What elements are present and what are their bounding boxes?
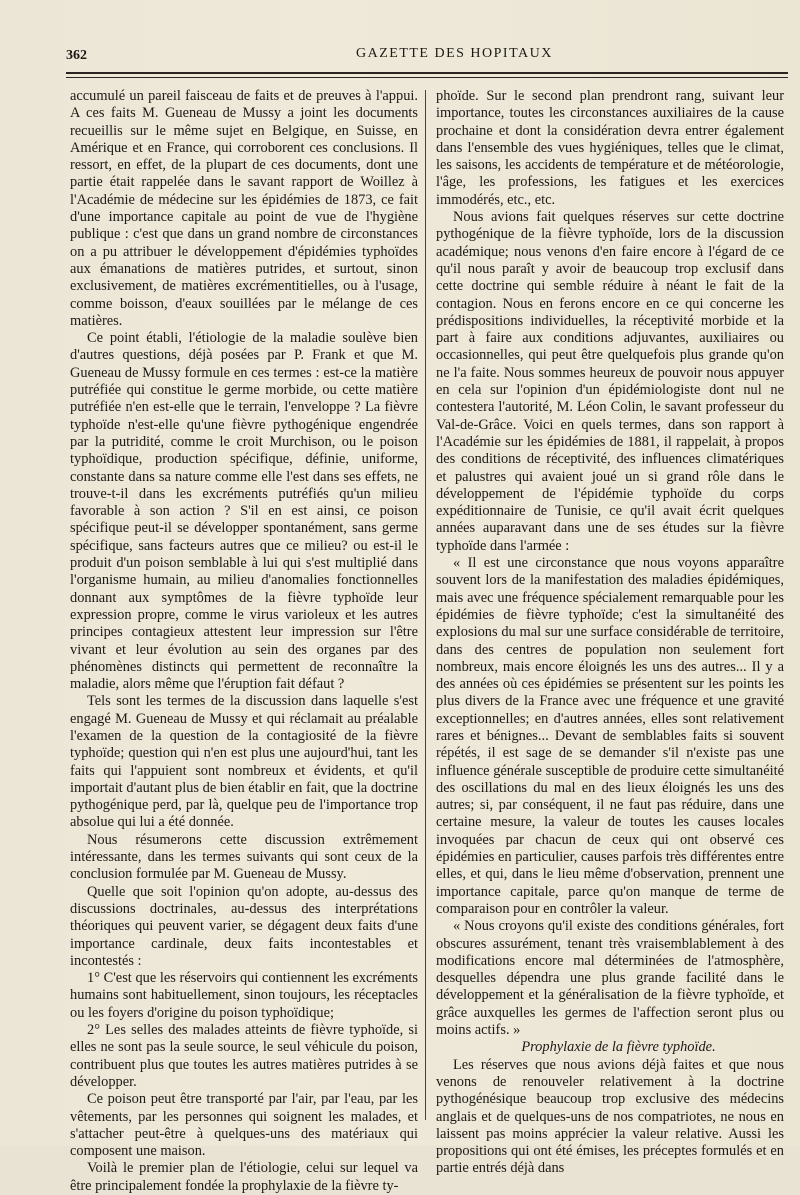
paragraph: accumulé un pareil faisceau de faits et de preuves à l'appui. A ces faits M. Gueneau de Mussy a joint les documents recueillis sur le même sujet en Belgique, en Suisse, en Amérique et en France, qui corroborent ces conclusions. Il ressort, en effet, de la plupart de ces documents, dont une partie était rappelée dans le savant rapport de Woillez à l'Académie de médecine sur les épidémies de 1873, ce fait d'une importance capitale au point de vue de l'hygiène publique : c'est que dans un grand nombre de circonstances on a pu attribuer le développement d'épidémies typhoïdes aux émanations de matières putrides, et surtout, sinon exclusivement, de matières excrémentitielles, ou à l'usage, comme boisson, d'eaux souillées par le mélange de ces matières. <box>70 88 418 329</box>
header-rule-thick <box>66 72 788 74</box>
running-title: GAZETTE DES HOPITAUX <box>356 46 553 61</box>
paragraph: Ce poison peut être transporté par l'air, par l'eau, par les vêtements, par les personnes qui soignent les malades, et s'attacher peut-être à quelques-uns des matériaux qui composent une maison. <box>70 1091 418 1160</box>
paragraph: Nous résumerons cette discussion extrêmement intéressante, dans les termes suivants qui sont ceux de la conclusion formulée par M. Gueneau de Mussy. <box>70 831 418 883</box>
paragraph: Quelle que soit l'opinion qu'on adopte, au-dessus des discussions doctrinales, au-dessus des interprétations théoriques qui peuvent varier, se dégagent deux faits d'une importance cardinale, deux faits incontestables et incontestés : <box>70 883 418 969</box>
list-item: 2° Les selles des malades atteints de fièvre typhoïde, si elles ne sont pas la seule source, le seul véhicule du poison, contribuent plus que toutes les autres matières putrides à se développer. <box>70 1022 418 1090</box>
page-header <box>66 44 788 68</box>
paragraph: Ce point établi, l'étiologie de la maladie soulève bien d'autres questions, déjà posées par P. Frank et que M. Gueneau de Mussy formule en ces termes : est-ce la matière putréfiée qui constitue le germe morbide, ou cette matière putréfiée n'en est-elle que le terrain, l'enveloppe ? La fièvre typhoïde n'est-elle qu'une fièvre pythogénique engendrée par la putridité, comme le croit Murchison, ou le poison typhoïdique, production spécifique, définie, uniforme, constante dans sa nature comme elle l'est dans ses effets, ne trouve-t-il dans les excréments putréfiés qu'un milieu favorable à son action ? S'il en est ainsi, ce poison spécifique peut-il se développer spontanément, sans germe spécifique, sans facteurs autres que ce milieu? ou est-il le produit d'un poison semblable à lui qui s'est multiplié dans l'organisme humain, au milieu d'anomalies fonctionnelles donnant aux symptômes de la fièvre typhoïde leur expression propre, comme le virus varioleux et les autres principes contagieux attestent leur impression sur l'être vivant et leur évolution au sein des organes par des phénomènes distincts qui permettent de reconnaître la maladie, alors même que l'éruption fait défaut ? <box>70 330 418 693</box>
paragraph: Tels sont les termes de la discussion dans laquelle s'est engagé M. Gueneau de Mussy et qui réclamait au préalable l'examen de la question de la contagiosité de la fièvre typhoïde; question qui n'en est plus une aujourd'hui, tant les faits qui l'appuient sont nombreux et évidents, et qu'il importait d'autant plus de bien établir en fait, que la doctrine pythogénique perd, par là, quelque peu de l'importance trop absolue qui lui a été donnée. <box>70 693 418 831</box>
header-rule-thin <box>66 77 788 78</box>
section-title: Prophylaxie de la fièvre typhoïde. <box>521 1039 716 1056</box>
list-item: 1° C'est que les réservoirs qui contiennent les excréments humains sont habituellement, sinon toujours, les réceptacles ou les foyers d'origine du poison typhoïdique; <box>70 970 418 1021</box>
quotation: « Nous croyons qu'il existe des conditions générales, fort obscures assurément, tenant très vraisemblablement à des modifications encore mal déterminées de l'atmosphère, desquelles dépendra une plus grande facilité dans le développement et la généralisation de la fièvre typhoïde, et grâce auxquelles les germes de l'affection seront plus ou moins actifs. » <box>436 918 784 1039</box>
paragraph: Nous avions fait quelques réserves sur cette doctrine pythogénique de la fièvre typhoïde, lors de la discussion académique; nous venons d'en faire encore à l'égard de ce qu'il nous paraît y avoir de beaucoup trop exclusif dans cette doctrine qui semble réduire à néant le fait de la contagion. Nous en ferons encore en ce qui concerne les prédispositions individuelles, la réceptivité morbide et la part à faire aux conditions adjuvantes, auxiliaires ou occasionnelles, qui peut être quelquefois plus grande qu'on ne l'a faite. Nous sommes heureux de pouvoir nous appuyer en cela sur l'opinion d'un épidémiologiste dont nul ne contestera l'autorité, M. Léon Colin, le savant professeur du Val-de-Grâce. Voici en quels termes, dans son rapport à l'Académie sur les épidémies de 1881, il rappelait, à propos des conditions de réceptivité, des influences climatériques et palustres qui avaient joué un si grand rôle dans le développement de l'épidémie typhoïde du corps expéditionnaire de Tunisie, ce qu'il avait écrit quelques années auparavant dans une de ses études sur la fièvre typhoïde dans l'armée : <box>436 209 784 554</box>
paragraph: Voilà le premier plan de l'étiologie, celui sur lequel va être principalement fondée la prophylaxie de la fièvre ty- <box>70 1160 418 1194</box>
paragraph: Les réserves que nous avions déjà faites et que nous venons de renouveler relativement à la doctrine pythogénésique beaucoup trop exclusive des médecins anglais et de quelques-uns de nos compatriotes, ne nous en laissent pas moins apprécier la valeur relative. Aussi les propositions qui ont été émises, les préceptes formulés et en partie entrés déjà dans <box>436 1056 784 1177</box>
column-divider <box>425 90 426 1120</box>
page-number: 362 <box>66 48 87 63</box>
paragraph: phoïde. Sur le second plan prendront rang, suivant leur importance, toutes les circonstances auxiliaires de la cause prochaine et dont la considération devra entrer également dans l'ensemble des vues hygiéniques, telles que le climat, les saisons, les accidents de température et de météorologie, l'âge, les professions, les fatigues et les exercices immodérés, etc., etc. <box>436 88 784 208</box>
right-column <box>436 88 784 1178</box>
left-column <box>70 88 418 1195</box>
quotation: « Il est une circonstance que nous voyons apparaître souvent lors de la manifestation des maladies épidémiques, mais avec une fréquence spécialement remarquable pour les épidémies de fièvre typhoïde; c'est la simultanéité des explosions du mal sur une surface considérable de territoire, dans des centres de population non seulement fort nombreux, mais encore éloignés les uns des autres... Il y a des années où ces épidémies se présentent sur les points les plus divers de la France avec une fréquence et une gravité exceptionnelles; en d'autres années, elles sont relativement rares et bénignes... Devant de semblables faits si souvent répétés, il est sage de se demander s'il n'existe pas une influence générale susceptible de produire cette simultanéité des oscillations du mal en des lieux éloignés les uns des autres; si, par conséquent, il ne faut pas réduire, dans une certaine mesure, la valeur de toutes les causes locales invoquées par chacun de ceux qui ont observé ces épidémies en particulier, causes parfois très différentes entre elles, et qui, dans le lieu même d'observation, prennent une importance capitale, parce qu'on manque de terme de comparaison pour en contrôler la valeur. <box>436 555 784 917</box>
